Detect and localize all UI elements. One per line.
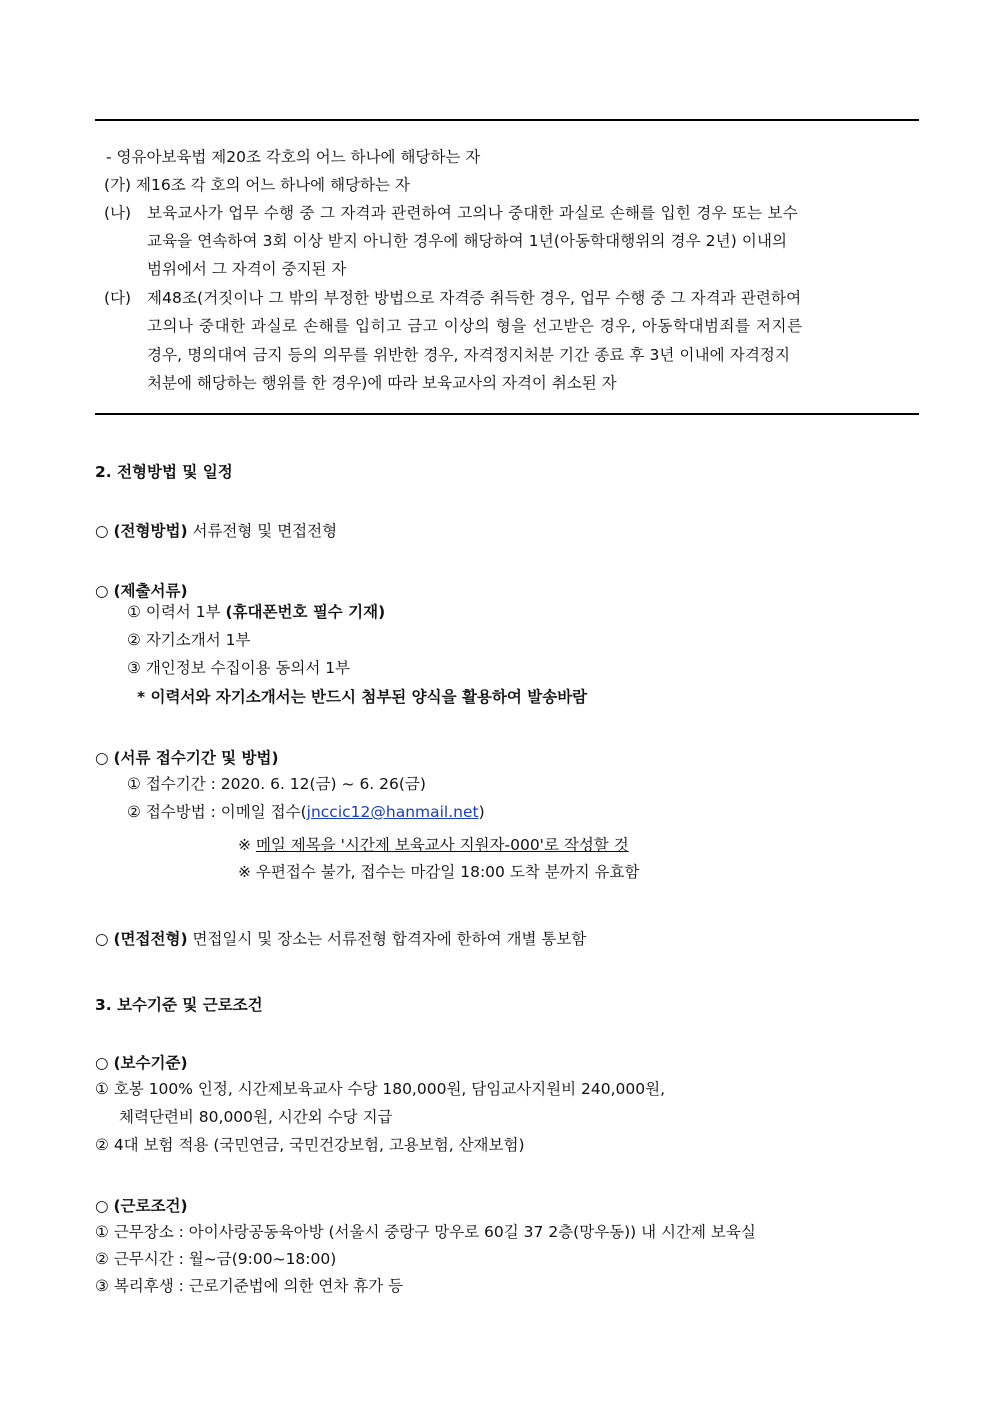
qualification-item-c-line-4: 처분에 해당하는 행위를 한 경우)에 따라 보육교사의 자격이 취소된 자 xyxy=(147,374,617,392)
circle-bullet-icon: ○ xyxy=(95,749,109,767)
box-bottom-rule xyxy=(95,413,919,415)
conditions-item-3: ③ 복리후생 : 근로기준법에 의한 연차 휴가 등 xyxy=(95,1277,404,1295)
method-label: (전형방법) xyxy=(113,522,188,540)
documents-item-1-text: 이력서 1부 xyxy=(145,603,221,621)
documents-label: (제출서류) xyxy=(113,582,188,600)
qualification-item-b-line-1: 보육교사가 업무 수행 중 그 자격과 관련하여 고의나 중대한 과실로 손해를 입힌 경우 또는 보수 xyxy=(147,204,798,222)
reception-note-1 xyxy=(238,833,629,855)
method-text: 서류전형 및 면접전형 xyxy=(192,522,338,540)
conditions-item-2: ② 근무시간 : 월~금(9:00~18:00) xyxy=(95,1250,337,1268)
documents-item-2: ② 자기소개서 1부 xyxy=(127,631,251,649)
conditions-label: (근로조건) xyxy=(113,1197,188,1215)
conditions-item-1: ① 근무장소 : 아이사랑공동육아방 (서울시 중랑구 망우로 60길 37 2층(망우동)) 내 시간제 보육실 xyxy=(95,1223,756,1241)
pay-item-1-line-1: ① 호봉 100% 인정, 시간제보육교사 수당 180,000원, 담임교사지원비 240,000원, xyxy=(95,1080,666,1098)
qualification-item-b-line-3: 범위에서 그 자격이 중지된 자 xyxy=(147,260,347,278)
documents-item-1-num: ① xyxy=(127,603,141,621)
interview-row xyxy=(95,927,586,949)
documents-item-1-required: (휴대폰번호 필수 기재) xyxy=(225,603,386,621)
interview-label: (면접전형) xyxy=(113,930,188,948)
reference-mark-icon: ※ xyxy=(238,836,251,854)
qualification-item-c-line-2: 고의나 중대한 과실로 손해를 입히고 금고 이상의 형을 선고받은 경우, 아동학대범죄를 저지른 xyxy=(147,317,803,335)
reception-label: (서류 접수기간 및 방법) xyxy=(113,749,279,767)
qualification-item-c-label: (다) xyxy=(104,289,132,307)
qualification-item-a: (가) 제16조 각 호의 어느 하나에 해당하는 자 xyxy=(104,176,410,194)
circle-bullet-icon: ○ xyxy=(95,582,109,600)
qualification-item-c-line-3: 경우, 명의대여 금지 등의 의무를 위반한 경우, 자격정지처분 기간 종료 후 3년 이내에 자격정지 xyxy=(147,346,791,364)
reception-method-prefix: ② 접수방법 : 이메일 접수( xyxy=(127,803,307,821)
qualification-item-b-line-2: 교육을 연속하여 3회 이상 받지 아니한 경우에 해당하여 1년(아동학대행위의 경우 2년) 이내의 xyxy=(147,232,788,250)
pay-item-1-line-2: 체력단련비 80,000원, 시간외 수당 지급 xyxy=(119,1108,393,1126)
qualification-item-b-label: (나) xyxy=(104,204,132,222)
documents-item-1 xyxy=(127,600,385,622)
reception-method xyxy=(127,800,485,822)
reception-method-suffix: ) xyxy=(478,803,485,821)
circle-bullet-icon: ○ xyxy=(95,1197,109,1215)
pay-row xyxy=(95,1051,188,1073)
reception-period: ① 접수기간 : 2020. 6. 12(금) ~ 6. 26(금) xyxy=(127,775,426,793)
documents-note: * 이력서와 자기소개서는 반드시 첨부된 양식을 활용하여 발송바람 xyxy=(137,688,588,706)
conditions-row xyxy=(95,1194,188,1216)
pay-label: (보수기준) xyxy=(113,1054,188,1072)
interview-text: 면접일시 및 장소는 서류전형 합격자에 한하여 개별 통보함 xyxy=(192,930,587,948)
circle-bullet-icon: ○ xyxy=(95,1054,109,1072)
section-2-heading: 2. 전형방법 및 일정 xyxy=(95,463,233,481)
email-link[interactable]: jnccic12@hanmail.net xyxy=(306,803,479,821)
circle-bullet-icon: ○ xyxy=(95,930,109,948)
circle-bullet-icon: ○ xyxy=(95,522,109,540)
reception-note-1-text: 메일 제목을 '시간제 보육교사 지원자-000'로 작성할 것 xyxy=(255,836,629,854)
pay-item-2: ② 4대 보험 적용 (국민연금, 국민건강보험, 고용보험, 산재보험) xyxy=(95,1136,525,1154)
box-top-rule xyxy=(95,119,919,121)
qualification-item-c-line-1: 제48조(거짓이나 그 밖의 부정한 방법으로 자격증 취득한 경우, 업무 수행 중 그 자격과 관련하여 xyxy=(147,289,802,307)
qualification-intro: - 영유아보육법 제20조 각호의 어느 하나에 해당하는 자 xyxy=(106,148,481,166)
method-row xyxy=(95,519,337,541)
reception-note-2: ※ 우편접수 불가, 접수는 마감일 18:00 도착 분까지 유효함 xyxy=(238,863,640,881)
reception-row xyxy=(95,746,279,768)
documents-item-3: ③ 개인정보 수집이용 동의서 1부 xyxy=(127,659,351,677)
documents-row xyxy=(95,579,188,601)
section-3-heading: 3. 보수기준 및 근로조건 xyxy=(95,996,263,1014)
